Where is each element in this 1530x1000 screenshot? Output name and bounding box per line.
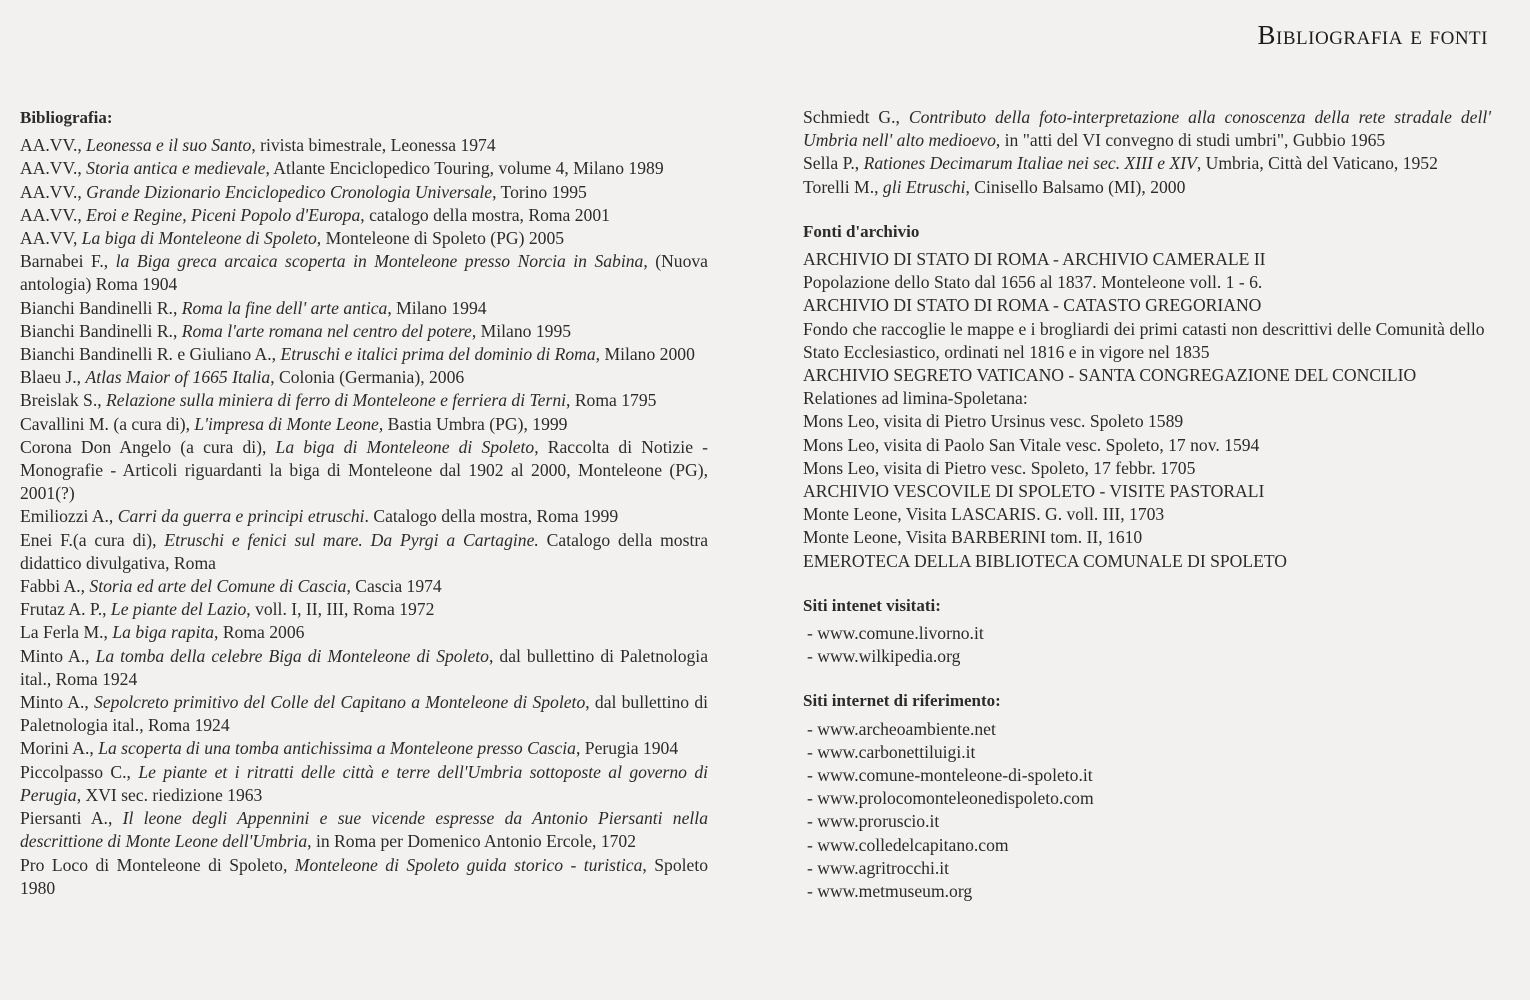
entry-author: Piccolpasso C., <box>20 761 139 782</box>
entry-details: , Atlante Enciclopedico Touring, volume 4, Milano 1989 <box>265 158 664 179</box>
fonti-heading: Fonti d'archivio <box>803 221 920 241</box>
entry-author: Bianchi Bandinelli R. e Giuliano A., <box>20 344 281 365</box>
entry-title: La tomba della celebre Biga di Monteleone di Spoleto <box>95 645 489 666</box>
website-link: - www.agritrocchi.it <box>807 857 950 878</box>
website-link: - www.prolocomonteleonedispoleto.com <box>807 788 1094 809</box>
website-link: - www.comune.livorno.it <box>807 623 984 644</box>
entry-title: La biga di Monteleone di Spoleto <box>275 436 535 457</box>
entry-details: , Milano 1994 <box>387 297 487 318</box>
entry-details: , Cascia 1974 <box>346 576 442 597</box>
entry-author: Sella P., <box>803 153 864 174</box>
bibliography-entry <box>20 413 708 436</box>
entry-title: Storia antica e medievale <box>86 158 266 179</box>
entry-details: , catalogo della mostra, Roma 2001 <box>360 204 610 225</box>
entry-details: , dal bullettino di Paletnologia ital., Roma 1924 <box>20 692 708 736</box>
entry-title: Le piante et i ritratti delle città e terre dell'Umbria sottoposte al governo di Perugia <box>20 761 709 805</box>
website-link: - www.carbonettiluigi.it <box>807 741 976 762</box>
entry-details: , in "atti del VI convegno di studi umbri", Gubbio 1965 <box>995 130 1386 151</box>
entry-title: Relazione sulla miniera di ferro di Monteleone e ferriera di Terni <box>106 390 567 411</box>
entry-author: Schmiedt G., <box>803 107 909 127</box>
entry-author: Bianchi Bandinelli R., <box>20 297 182 318</box>
bibliography-entry <box>20 181 708 204</box>
entry-title: Storia ed arte del Comune di Cascia <box>89 576 347 597</box>
entry-title: Leonessa e il suo Santo <box>86 135 252 156</box>
entry-author: Minto A., <box>20 645 96 666</box>
entry-details: , Roma 1795 <box>566 390 657 411</box>
archive-source-line: ARCHIVIO SEGRETO VATICANO - SANTA CONGREGAZIONE DEL CONCILIO <box>803 365 1417 386</box>
archive-source-line: Mons Leo, visita di Paolo San Vitale vesc. Spoleto, 17 nov. 1594 <box>803 434 1260 455</box>
entry-title: La biga di Monteleone di Spoleto <box>81 228 317 249</box>
bibliography-entry <box>20 598 708 621</box>
entry-author: Fabbi A., <box>20 576 90 597</box>
entry-details: , dal bullettino di Paletnologia ital., Roma 1924 <box>20 645 709 689</box>
bibliography-entry <box>803 176 1491 199</box>
bibliography-entry <box>20 691 708 737</box>
bibliography-entry <box>20 366 708 389</box>
right-column <box>803 106 1491 924</box>
entry-title: Carri da guerra e principi etruschi <box>117 506 365 527</box>
bibliography-entry <box>20 854 708 900</box>
entry-author: Frutaz A. P., <box>20 599 111 620</box>
entry-author: Enei F.(a cura di), <box>20 529 165 550</box>
archive-source-line: Relationes ad limina-Spoletana: <box>803 388 1028 409</box>
fonti-section <box>803 220 1491 573</box>
bibliography-entry <box>20 529 708 575</box>
entry-title: La scoperta di una tomba antichissima a Monteleone presso Cascia <box>98 738 576 759</box>
archive-source-line: Mons Leo, visita di Pietro vesc. Spoleto, 17 febbr. 1705 <box>803 457 1196 478</box>
bibliography-entry <box>20 343 708 366</box>
archive-source-line: Fondo che raccoglie le mappe e i brogliardi dei primi catasti non descrittivi delle Comunità dello Stato Ecclesiastico, ordinati nel 1816 e in vigore nel 1835 <box>803 318 1485 362</box>
bibliography-entry <box>20 227 708 250</box>
entry-title: Le piante del Lazio <box>110 599 247 620</box>
entry-author: AA.VV, <box>20 228 82 249</box>
website-link: - www.comune-monteleone-di-spoleto.it <box>807 765 1093 786</box>
entry-details: , Milano 1995 <box>471 320 572 341</box>
website-link: - www.archeoambiente.net <box>807 718 996 739</box>
entry-details: , in Roma per Domenico Antonio Ercole, 1702 <box>307 831 637 852</box>
page-title: Bibliografia e fonti <box>1257 20 1488 50</box>
entry-details: , Colonia (Germania), 2006 <box>270 367 465 388</box>
bibliography-list-right <box>803 106 1491 199</box>
bibliography-entry <box>20 645 708 691</box>
entry-author: AA.VV., <box>20 135 87 156</box>
entry-title: La biga rapita <box>112 622 215 643</box>
entry-details: , Roma 2006 <box>214 622 305 643</box>
bibliography-entry <box>803 152 1491 175</box>
entry-details: , Umbria, Città del Vaticano, 1952 <box>1196 153 1438 174</box>
entry-title: Grande Dizionario Enciclopedico Cronologia Universale <box>86 181 493 202</box>
website-link: - www.proruscio.it <box>807 811 940 832</box>
bibliography-entry <box>20 807 708 853</box>
bibliografia-heading: Bibliografia: <box>20 108 113 127</box>
entry-details: , Monteleone di Spoleto (PG) 2005 <box>316 228 565 249</box>
entry-title: Roma la fine dell' arte antica <box>181 297 388 318</box>
entry-author: La Ferla M., <box>20 622 113 643</box>
bibliography-entry <box>20 621 708 644</box>
bibliography-entry <box>20 320 708 343</box>
siti-visitati-heading: Siti intenet visitati: <box>803 595 941 615</box>
entry-title: la Biga greca arcaica scoperta in Monteleone presso Norcia in Sabina <box>115 251 644 272</box>
bibliography-entry <box>20 737 708 760</box>
entry-author: Morini A., <box>20 738 99 759</box>
entry-author: Minto A., <box>20 692 95 713</box>
siti-riferimento-heading: Siti internet di riferimento: <box>803 691 1001 711</box>
entry-details: , Spoleto 1980 <box>20 854 709 898</box>
entry-author: Breislak S., <box>20 390 107 411</box>
entry-details: , Raccolta di Notizie - Monografie - Articoli riguardanti la biga di Monteleone dal 1902 al 2000, Monteleone (PG), 2001(?) <box>20 436 708 504</box>
archive-source-line: Popolazione dello Stato dal 1656 al 1837. Monteleone voll. 1 - 6. <box>803 272 1263 293</box>
entry-title: Atlas Maior of 1665 Italia <box>85 367 271 388</box>
entry-title: Etruschi e italici prima del dominio di Roma <box>280 344 596 365</box>
archive-source-line: EMEROTECA DELLA BIBLIOTECA COMUNALE DI SPOLETO <box>803 550 1287 571</box>
siti-riferimento-section <box>803 689 1491 903</box>
website-link: - www.wilkipedia.org <box>807 646 961 667</box>
bibliography-entry <box>20 575 708 598</box>
entry-title: Monteleone di Spoleto guida storico - turistica <box>294 854 643 875</box>
bibliography-entry <box>20 389 708 412</box>
bibliography-entry <box>20 250 708 296</box>
left-column <box>20 106 708 900</box>
archive-source-line: Monte Leone, Visita LASCARIS. G. voll. III, 1703 <box>803 504 1165 525</box>
entry-author: Bianchi Bandinelli R., <box>20 320 182 341</box>
fonti-list <box>803 248 1491 573</box>
archive-source-line: Mons Leo, visita di Pietro Ursinus vesc. Spoleto 1589 <box>803 411 1184 432</box>
entry-author: Barnabei F., <box>20 251 116 272</box>
bibliography-list-left <box>20 134 708 900</box>
siti-riferimento-list <box>803 718 1491 904</box>
entry-details: , (Nuova antologia) Roma 1904 <box>20 251 708 295</box>
entry-title: Il leone degli Appennini e sue vicende espresse da Antonio Piersanti nella descrittione di Monte Leone dell'Umbria <box>20 808 708 852</box>
bibliography-entry <box>20 297 708 320</box>
entry-title: Contributo della foto-interpretazione alla conoscenza della rete stradale dell' Umbria nell' alto medioevo <box>803 107 1491 151</box>
entry-author: Cavallini M. (a cura di), <box>20 413 195 434</box>
entry-author: Torelli M., <box>803 176 883 197</box>
bibliography-entry <box>20 157 708 180</box>
entry-title: Roma l'arte romana nel centro del potere <box>181 320 472 341</box>
siti-visitati-section <box>803 594 1491 669</box>
entry-title: Etruschi e fenici sul mare. Da Pyrgi a Cartagine. <box>164 529 539 550</box>
entry-title: Rationes Decimarum Italiae nei sec. XIII e XIV <box>863 153 1197 174</box>
entry-details: , XVI sec. riedizione 1963 <box>76 784 263 805</box>
entry-author: Corona Don Angelo (a cura di), <box>20 436 276 457</box>
entry-title: Sepolcreto primitivo del Colle del Capitano a Monteleone di Spoleto <box>94 692 586 713</box>
website-link: - www.colledelcapitano.com <box>807 834 1009 855</box>
bibliography-entry <box>20 436 708 506</box>
entry-author: AA.VV., <box>20 158 87 179</box>
entry-details: , rivista bimestrale, Leonessa 1974 <box>251 135 496 156</box>
entry-details: , Cinisello Balsamo (MI), 2000 <box>965 176 1186 197</box>
archive-source-line: Monte Leone, Visita BARBERINI tom. II, 1610 <box>803 527 1143 548</box>
entry-author: Piersanti A., <box>20 808 123 829</box>
entry-title: gli Etruschi <box>882 176 966 197</box>
entry-details: , Perugia 1904 <box>575 738 679 759</box>
entry-details: Catalogo della mostra didattico divulgativa, Roma <box>20 529 709 573</box>
bibliography-entry <box>20 134 708 157</box>
entry-author: AA.VV., <box>20 181 87 202</box>
siti-visitati-list <box>803 622 1491 668</box>
entry-details: , Milano 2000 <box>595 344 695 365</box>
archive-source-line: ARCHIVIO DI STATO DI ROMA - CATASTO GREGORIANO <box>803 295 1262 316</box>
entry-title: L'impresa di Monte Leone <box>194 413 379 434</box>
archive-source-line: ARCHIVIO DI STATO DI ROMA - ARCHIVIO CAMERALE II <box>803 249 1266 270</box>
entry-author: Pro Loco di Monteleone di Spoleto, <box>20 854 295 875</box>
archive-source-line: ARCHIVIO VESCOVILE DI SPOLETO - VISITE PASTORALI <box>803 481 1265 502</box>
bibliography-entry <box>20 761 708 807</box>
bibliography-entry <box>20 505 708 528</box>
entry-details: . Catalogo della mostra, Roma 1999 <box>364 506 619 527</box>
entry-author: Emiliozzi A., <box>20 506 118 527</box>
entry-details: , Torino 1995 <box>492 181 587 202</box>
entry-author: Blaeu J., <box>20 367 86 388</box>
entry-author: AA.VV., <box>20 204 87 225</box>
website-link: - www.metmuseum.org <box>807 881 973 902</box>
entry-title: Eroi e Regine, Piceni Popolo d'Europa <box>86 204 361 225</box>
bibliography-entry <box>803 106 1491 152</box>
entry-details: , Bastia Umbra (PG), 1999 <box>378 413 568 434</box>
entry-details: , voll. I, II, III, Roma 1972 <box>246 599 435 620</box>
bibliography-entry <box>20 204 708 227</box>
